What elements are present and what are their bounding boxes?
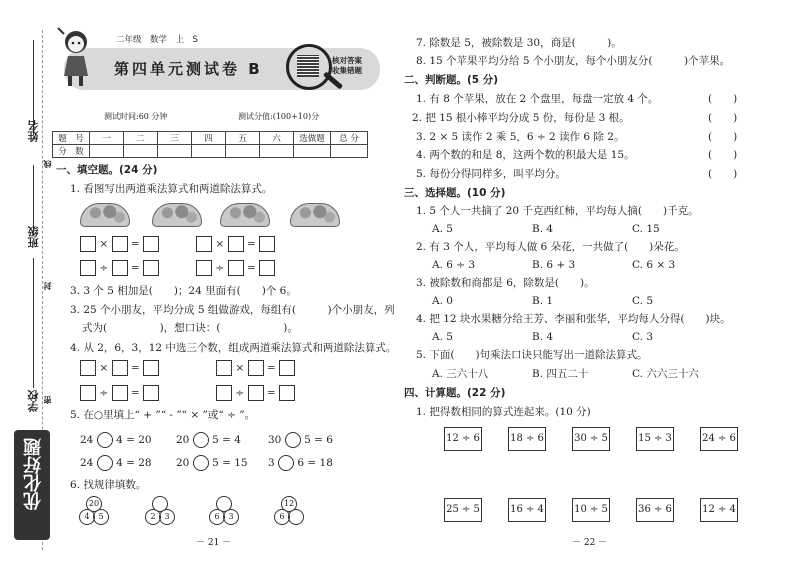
score-header-cell: 六 [260, 132, 294, 145]
pattern-left: 6 [209, 509, 225, 525]
fruit-plate-image [152, 203, 202, 227]
choice-question: 5. 下面( )句乘法口诀只能写出一道除法算式。 [416, 349, 648, 361]
operator: = [266, 387, 276, 399]
brand-logo [14, 430, 50, 540]
score-header-cell: 一 [90, 132, 124, 145]
score-header-cell: 五 [226, 132, 260, 145]
choice-option[interactable]: B. 四五二十 [532, 368, 589, 380]
match-card-bottom[interactable]: 36 ÷ 6 [636, 498, 674, 522]
answer-box[interactable] [80, 360, 96, 376]
name-label: 姓名 [27, 120, 40, 142]
mult-blank-row [216, 360, 295, 376]
score-header-cell: 选做题 [294, 132, 331, 145]
operand: 24 [80, 457, 94, 469]
seal-secret-text: 密 [43, 396, 52, 404]
test-score: 测试分值:(100+10)分 [238, 112, 320, 121]
score-header-cell: 题 号 [53, 132, 90, 145]
choice-option[interactable]: C. 3 [632, 331, 654, 343]
operand: 5 = 6 [304, 434, 333, 446]
score-header-cell: 四 [192, 132, 226, 145]
match-card-bottom[interactable]: 16 ÷ 4 [508, 498, 546, 522]
score-header-cell: 三 [158, 132, 192, 145]
operand: 30 [268, 434, 282, 446]
judge-item: 1. 有 8 个苹果，放在 2 个盘里，每盘一定放 4 个。 [416, 93, 659, 105]
judge-item: 4. 两个数的和是 8，这两个数的积最大是 15。 [416, 149, 635, 161]
operand: 4 = 20 [116, 434, 152, 446]
match-card-top[interactable]: 18 ÷ 6 [508, 427, 546, 451]
class-label: 班级 [27, 226, 40, 248]
match-card-bottom[interactable]: 10 ÷ 5 [572, 498, 610, 522]
choice-option[interactable]: C. 6 × 3 [632, 259, 676, 271]
seal-seal-text: 封 [43, 282, 52, 290]
operand: 20 [176, 434, 190, 446]
choice-option[interactable]: A. 5 [432, 331, 453, 343]
choice-option[interactable]: C. 六六三十六 [632, 368, 699, 380]
operator-equation [80, 455, 152, 471]
choice-option[interactable]: A. 6 ÷ 3 [432, 259, 476, 271]
qr-code-icon[interactable] [297, 55, 319, 77]
test-time: 测试时间:60 分钟 [104, 112, 168, 121]
question-4-line-1: 3. 25 个小朋友，平均分成 5 组做游戏，每组有( )个小朋友，列 [70, 304, 395, 316]
pattern-right: 3 [223, 509, 239, 525]
answer-box[interactable] [112, 360, 128, 376]
section-3-title: 三、选择题。(10 分) [404, 187, 506, 199]
question-5: 4. 从 2，6，3，12 中选三个数，组成两道乘法算式和两道除法算式。 [70, 342, 397, 354]
operand: 5 = 15 [212, 457, 248, 469]
qr-caption-1: 核对答案 [332, 56, 362, 65]
choice-option[interactable]: B. 4 [532, 331, 554, 343]
question-1: 1. 看图写出两道乘法算式和两道除法算式。 [70, 183, 273, 195]
answer-box[interactable] [112, 260, 128, 276]
operator-circle[interactable] [278, 455, 294, 471]
mult-blank-row [80, 236, 159, 252]
judge-answer-paren[interactable]: ( ) [708, 149, 738, 161]
operator-equation [176, 455, 248, 471]
answer-box[interactable] [228, 260, 244, 276]
score-cell[interactable] [294, 145, 331, 158]
answer-box[interactable] [143, 260, 159, 276]
pattern-left: 2 [145, 509, 161, 525]
pattern-right: 3 [159, 509, 175, 525]
judge-item: 2. 把 15 根小棒平均分成 5 份，每份是 3 根。 [412, 112, 630, 124]
answer-box[interactable] [228, 236, 244, 252]
answer-box[interactable] [259, 260, 275, 276]
match-card-top[interactable]: 24 ÷ 6 [700, 427, 738, 451]
judge-item: 5. 每份分得同样多，叫平均分。 [416, 168, 566, 180]
qr-caption-2: 收集错题 [332, 66, 362, 75]
pattern-right[interactable] [288, 509, 304, 525]
judge-answer-paren[interactable]: ( ) [708, 131, 738, 143]
answer-box[interactable] [196, 236, 212, 252]
score-cell[interactable] [260, 145, 294, 158]
mult-blank-row [80, 360, 159, 376]
match-card-top[interactable]: 12 ÷ 6 [444, 427, 482, 451]
match-card-top[interactable]: 30 ÷ 5 [572, 427, 610, 451]
operator: = [130, 362, 140, 374]
operator: × [99, 238, 109, 250]
operator-equation [268, 432, 333, 448]
page-number-left: － 21 － [196, 538, 232, 548]
operator-circle[interactable] [193, 432, 209, 448]
operator: × [215, 238, 225, 250]
section-4-title: 四、计算题。(22 分) [404, 387, 506, 399]
operator: = [130, 238, 140, 250]
page-title: 第四单元测试卷 B [114, 60, 263, 78]
calc-question-1: 1. 把得数相同的算式连起来。(10 分) [416, 406, 591, 418]
answer-box[interactable] [279, 385, 295, 401]
judge-answer-paren[interactable]: ( ) [708, 112, 738, 124]
brand-logo-text: 优化好题 [23, 438, 44, 510]
operator: × [235, 362, 245, 374]
mult-blank-row [196, 236, 275, 252]
judge-answer-paren[interactable]: ( ) [708, 93, 738, 105]
pattern-top: 20 [86, 496, 102, 512]
score-cell[interactable] [90, 145, 124, 158]
match-card-bottom[interactable]: 12 ÷ 4 [700, 498, 738, 522]
answer-box[interactable] [216, 385, 232, 401]
pattern-top: 12 [281, 496, 297, 512]
section-1-title: 一、填空题。(24 分) [56, 164, 158, 176]
operand: 3 [268, 457, 275, 469]
answer-box[interactable] [259, 236, 275, 252]
choice-option[interactable]: C. 15 [632, 223, 660, 235]
operator-equation [176, 432, 241, 448]
answer-box[interactable] [143, 385, 159, 401]
judge-answer-paren[interactable]: ( ) [708, 168, 738, 180]
operator: = [130, 387, 140, 399]
answer-box[interactable] [112, 236, 128, 252]
score-cell[interactable] [226, 145, 260, 158]
score-cell[interactable] [158, 145, 192, 158]
choice-question: 1. 5 个人一共摘了 20 千克西红柿，平均每人摘( )千克。 [416, 205, 699, 217]
score-row-label: 分 数 [53, 145, 90, 158]
operand: 6 = 18 [297, 457, 333, 469]
fruit-plate-image [290, 203, 340, 227]
score-cell[interactable] [331, 145, 368, 158]
score-header-cell: 总 分 [331, 132, 368, 145]
grade-label: 二年级 数学 上 S [116, 35, 198, 45]
answer-box[interactable] [143, 236, 159, 252]
operator-circle[interactable] [285, 432, 301, 448]
choice-option[interactable]: B. 1 [532, 295, 554, 307]
choice-option[interactable]: A. 三六十八 [432, 368, 489, 380]
choice-option[interactable]: A. 5 [432, 223, 453, 235]
page-number-right: － 22 － [572, 538, 608, 548]
operator: = [246, 262, 256, 274]
operator: = [266, 362, 276, 374]
answer-box[interactable] [143, 360, 159, 376]
judge-item: 3. 2 × 5 读作 2 乘 5，6 ÷ 2 读作 6 除 2。 [416, 131, 625, 143]
seal-line-text: 线 [43, 160, 52, 168]
school-fill-line [33, 258, 34, 388]
answer-box[interactable] [216, 360, 232, 376]
operator-equation [80, 432, 152, 448]
operator: ÷ [235, 387, 245, 399]
operand: 5 = 4 [212, 434, 241, 446]
question-8-right: 8. 15 个苹果平均分给 5 个小朋友，每个小朋友分( )个苹果。 [416, 55, 731, 67]
match-card-bottom[interactable]: 25 ÷ 5 [444, 498, 482, 522]
div-blank-row [80, 260, 159, 276]
class-fill-line [33, 165, 34, 235]
answer-box[interactable] [248, 360, 264, 376]
question-3: 3. 3 个 5 相加是( )；24 里面有( )个 6。 [70, 285, 297, 297]
operator: = [130, 262, 140, 274]
choice-question: 4. 把 12 块水果糖分给王芳、李丽和张华，平均每人分得( )块。 [416, 313, 731, 325]
answer-box[interactable] [248, 385, 264, 401]
score-table [52, 131, 368, 158]
operator-circle[interactable] [193, 455, 209, 471]
operator-circle[interactable] [97, 455, 113, 471]
answer-box[interactable] [80, 260, 96, 276]
choice-question: 2. 有 3 个人，平均每人做 6 朵花，一共做了( )朵花。 [416, 241, 685, 253]
operator: ÷ [99, 387, 109, 399]
operator-circle[interactable] [97, 432, 113, 448]
pattern-left: 4 [79, 509, 95, 525]
operand: 20 [176, 457, 190, 469]
fruit-plate-image [220, 203, 270, 227]
choice-option[interactable]: A. 0 [432, 295, 453, 307]
answer-box[interactable] [196, 260, 212, 276]
score-cell[interactable] [124, 145, 158, 158]
question-6: 5. 在○里填上“ + ”“ - ”“ × ”或“ ÷ ”。 [70, 409, 256, 421]
section-2-title: 二、判断题。(5 分) [404, 74, 499, 86]
answer-box[interactable] [80, 385, 96, 401]
choice-option[interactable]: C. 5 [632, 295, 654, 307]
choice-option[interactable]: B. 6 + 3 [532, 259, 576, 271]
operator: ÷ [215, 262, 225, 274]
answer-box[interactable] [80, 236, 96, 252]
score-cell[interactable] [192, 145, 226, 158]
div-blank-row [216, 385, 295, 401]
choice-question: 3. 被除数和商都是 6，除数是( )。 [416, 277, 595, 289]
answer-box[interactable] [279, 360, 295, 376]
question-7-right: 7. 除数是 5，被除数是 30，商是( )。 [416, 37, 622, 49]
operand: 24 [80, 434, 94, 446]
school-label: 学校 [27, 390, 40, 412]
operator-equation [268, 455, 333, 471]
div-blank-row [196, 260, 275, 276]
operand: 4 = 28 [116, 457, 152, 469]
score-header-cell: 二 [124, 132, 158, 145]
question-7: 6. 找规律填数。 [70, 479, 147, 491]
pattern-right: 5 [93, 509, 109, 525]
operator: = [246, 238, 256, 250]
fruit-plate-image [80, 203, 130, 227]
match-card-top[interactable]: 15 ÷ 3 [636, 427, 674, 451]
operator: × [99, 362, 109, 374]
answer-box[interactable] [112, 385, 128, 401]
operator: ÷ [99, 262, 109, 274]
girl-illustration [54, 26, 94, 88]
question-4-line-2: 式为( )，想口诀：( )。 [82, 322, 298, 334]
choice-option[interactable]: B. 4 [532, 223, 554, 235]
pattern-left: 6 [274, 509, 290, 525]
div-blank-row [80, 385, 159, 401]
